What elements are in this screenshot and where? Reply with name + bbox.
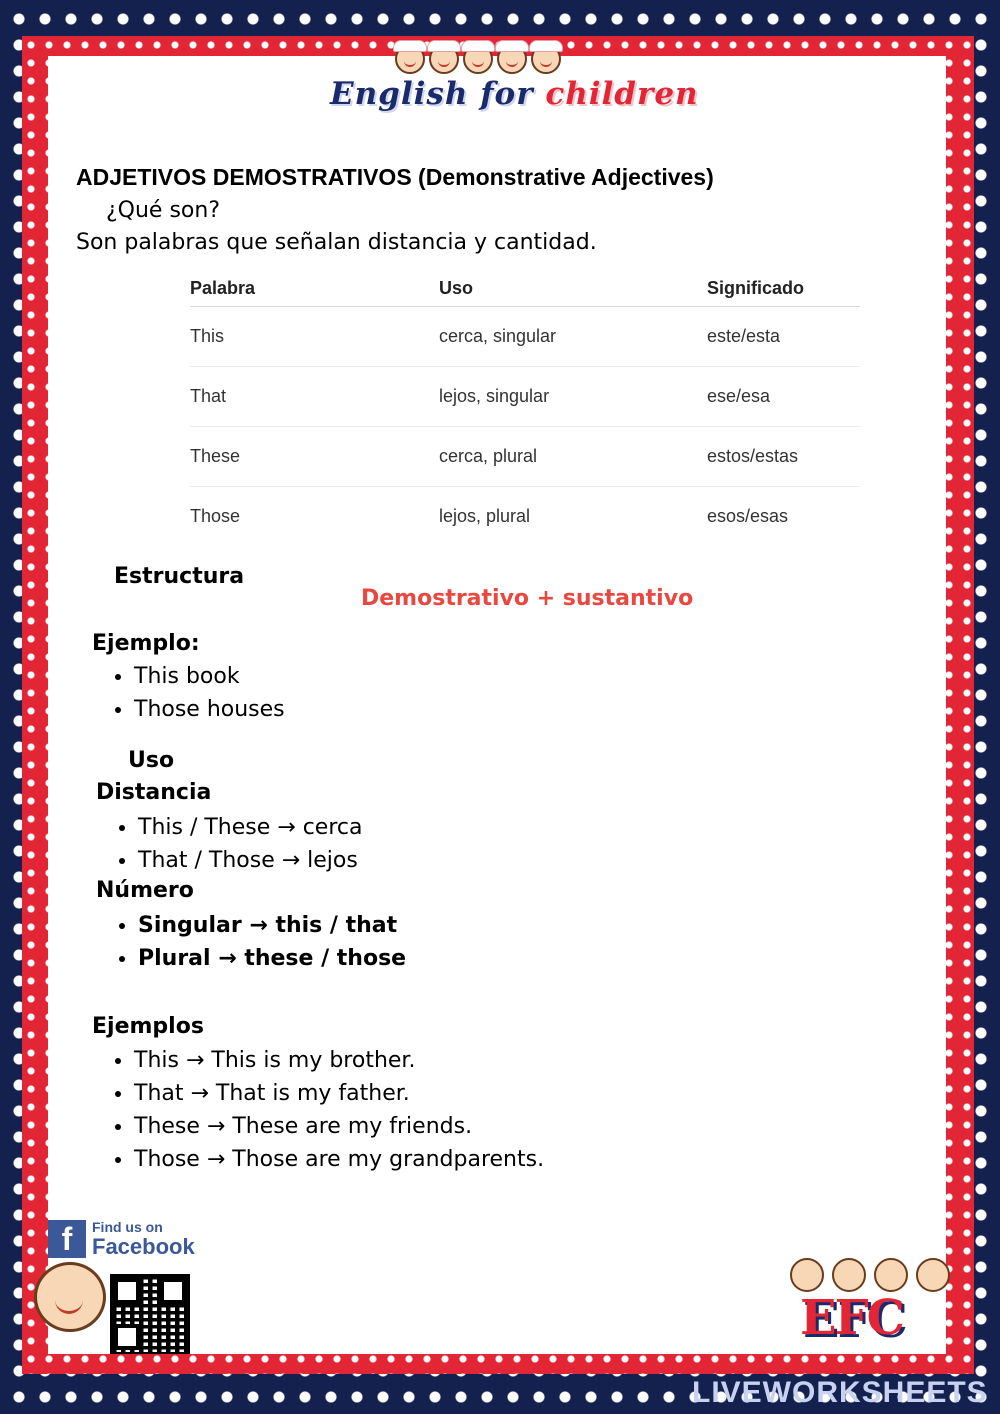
table-cell: Those <box>190 506 241 526</box>
find-us-text: Find us on <box>92 1219 163 1236</box>
table-cell: este/esta <box>707 307 860 367</box>
list-item: • This → This is my brother. <box>134 1044 544 1077</box>
efc-logo: EFC <box>800 1290 903 1346</box>
logo-children-heads <box>395 44 561 74</box>
table-cell: These <box>190 427 439 487</box>
table-row <box>190 307 860 367</box>
structure-label: Estructura <box>114 564 245 589</box>
liveworksheets-watermark: LIVEWORKSHEETS <box>692 1376 988 1409</box>
table-row <box>190 427 860 487</box>
column-header: Significado <box>707 270 860 307</box>
child-face-icon <box>832 1258 866 1292</box>
demonstratives-table <box>190 270 860 546</box>
qr-corner <box>114 1324 140 1350</box>
girl-mascot-icon <box>34 1262 106 1332</box>
child-face-icon <box>497 44 527 74</box>
logo-children: children <box>545 76 699 112</box>
list-item: • That → That is my father. <box>134 1077 544 1110</box>
definition-text: Son palabras que señalan distancia y cantidad. <box>76 230 597 255</box>
child-face-icon <box>916 1258 950 1292</box>
table-header-row <box>190 270 860 307</box>
logo-for: for <box>480 76 534 112</box>
site-logo <box>330 76 699 112</box>
facebook-text <box>92 1220 195 1258</box>
list-item: • This / These → cerca <box>138 811 362 844</box>
table-cell: That <box>190 367 439 427</box>
list-item: • That / Those → lejos <box>138 844 362 877</box>
table-cell: ese/esa <box>707 367 860 427</box>
number-list <box>110 909 406 975</box>
distance-label: Distancia <box>96 780 212 805</box>
list-item: • These → These are my friends. <box>134 1110 544 1143</box>
examples-label: Ejemplos <box>92 1014 204 1039</box>
list-item: • Plural → these / those <box>138 942 406 975</box>
column-header: Palabra <box>190 270 439 307</box>
example-label: Ejemplo: <box>92 631 200 656</box>
child-face-icon <box>463 44 493 74</box>
qr-corner <box>160 1278 186 1304</box>
table-cell: This <box>190 307 439 367</box>
example-list <box>106 660 285 726</box>
table-cell: esos/esas <box>707 506 789 526</box>
table-cell: lejos, plural <box>439 506 531 526</box>
list-item: • This book <box>134 660 285 693</box>
page-title: ADJETIVOS DEMOSTRATIVOS (Demonstrative Adjectives) <box>76 164 714 190</box>
list-item: • Singular → this / that <box>138 909 406 942</box>
table-cell: cerca, plural <box>439 427 707 487</box>
child-face-icon <box>395 44 425 74</box>
child-face-icon <box>531 44 561 74</box>
table-row <box>190 367 860 427</box>
column-header: Uso <box>439 270 707 307</box>
qr-code[interactable] <box>110 1274 190 1354</box>
list-item: • Those → Those are my grandparents. <box>134 1143 544 1176</box>
distance-list <box>110 811 362 877</box>
child-face-icon <box>429 44 459 74</box>
structure-formula: Demostrativo + sustantivo <box>361 586 694 611</box>
facebook-label: Facebook <box>92 1233 195 1259</box>
qr-corner <box>114 1278 140 1304</box>
number-label: Número <box>96 878 194 903</box>
table-cell: lejos, singular <box>439 367 707 427</box>
table-cell: estos/estas <box>707 427 860 487</box>
child-face-icon <box>874 1258 908 1292</box>
usage-label: Uso <box>128 748 175 773</box>
table-cell: cerca, singular <box>439 307 707 367</box>
efc-children-icons <box>790 1258 950 1292</box>
table-row <box>190 487 860 547</box>
facebook-icon: f <box>48 1220 86 1258</box>
question-text: ¿Qué son? <box>106 198 221 223</box>
examples-list <box>106 1044 544 1176</box>
child-face-icon <box>790 1258 824 1292</box>
list-item: • Those houses <box>134 693 285 726</box>
logo-english: English <box>330 76 469 112</box>
facebook-link[interactable] <box>48 1220 195 1258</box>
